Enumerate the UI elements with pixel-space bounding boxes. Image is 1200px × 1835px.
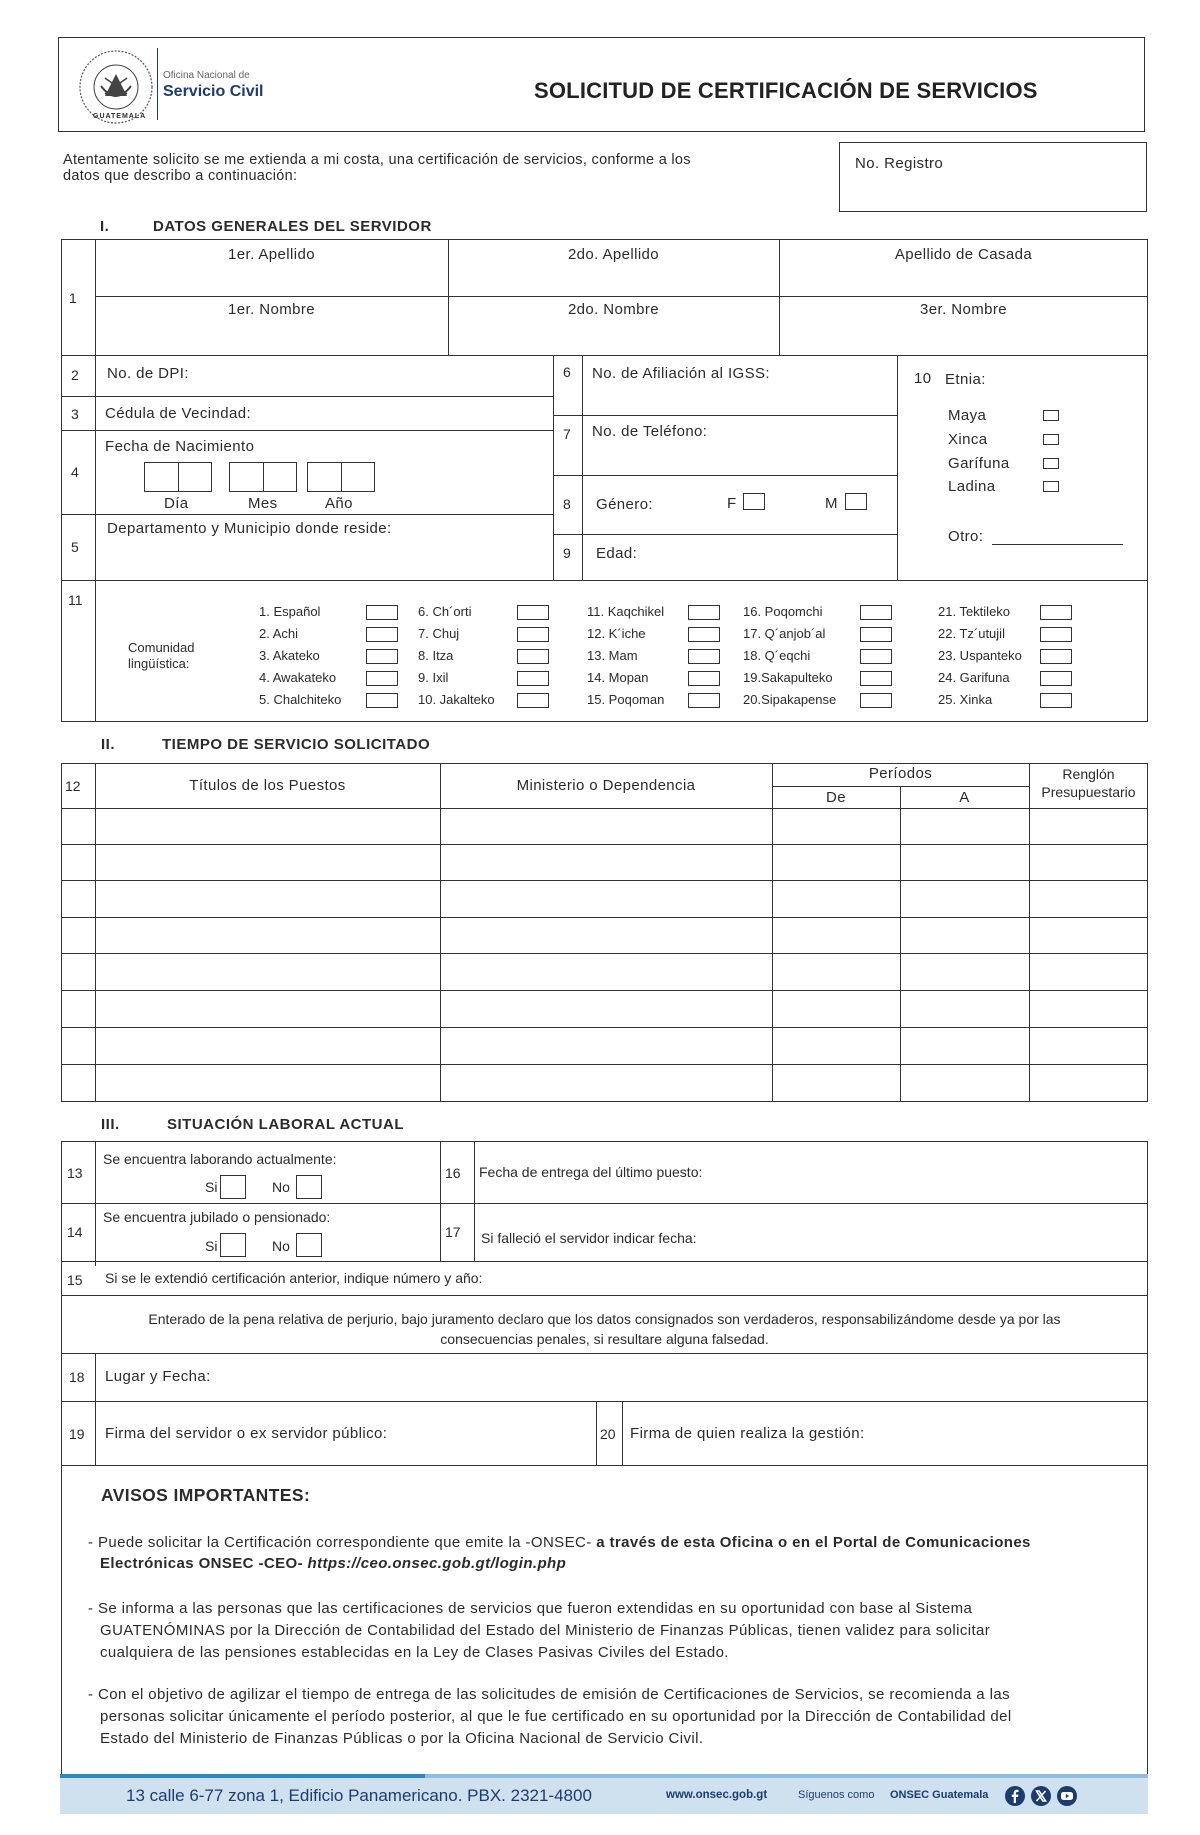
lang-option-checkbox[interactable] bbox=[1040, 627, 1072, 642]
lang-option-label: 3. Akateko bbox=[259, 648, 320, 663]
s1-mid-numcol-right bbox=[582, 355, 583, 580]
aviso1-bold2: Electrónicas ONSEC -CEO- bbox=[100, 1555, 303, 1572]
aviso3-line2: personas solicitar únicamente el período posterior, al que le fue certificado en su oportunidad por la Dirección de Contabilidad del bbox=[100, 1708, 1012, 1725]
row7-num: 7 bbox=[563, 426, 571, 442]
lang-option-checkbox[interactable] bbox=[688, 649, 720, 664]
intro-line1: Atentamente solicito se me extienda a mi costa, una certificación de servicios, conforme a los bbox=[63, 152, 691, 168]
etnia-otro-line[interactable] bbox=[992, 544, 1123, 545]
row5-num: 5 bbox=[71, 539, 79, 555]
row11-num: 11 bbox=[68, 592, 83, 608]
etnia-num: 10 bbox=[914, 370, 932, 387]
laborando-si-checkbox[interactable] bbox=[220, 1175, 246, 1199]
lang-option-checkbox[interactable] bbox=[517, 649, 549, 664]
facebook-icon[interactable] bbox=[1004, 1785, 1026, 1807]
aviso1-bold: a través de esta Oficina o en el Portal de Comunicaciones bbox=[591, 1534, 1031, 1551]
s3-h5 bbox=[61, 1401, 1148, 1402]
x-twitter-icon[interactable] bbox=[1030, 1785, 1052, 1807]
service-row[interactable] bbox=[95, 990, 1148, 1027]
nombre2-label: 2do. Nombre bbox=[567, 301, 660, 318]
lang-option-checkbox[interactable] bbox=[1040, 649, 1072, 664]
s1-row11-numcol bbox=[95, 580, 96, 722]
registro-box[interactable] bbox=[839, 142, 1147, 212]
jubilado-si-label: Si bbox=[205, 1238, 218, 1254]
anio-divider bbox=[341, 463, 342, 491]
row9-num: 9 bbox=[563, 545, 571, 561]
etnia-maya-checkbox[interactable] bbox=[1043, 410, 1059, 421]
col-periodos: Períodos bbox=[868, 765, 933, 782]
s3-h2 bbox=[61, 1261, 1148, 1262]
row3-num: 3 bbox=[71, 406, 79, 422]
col-a: A bbox=[959, 789, 970, 806]
lang-option-label: 18. Q´eqchi bbox=[743, 648, 811, 663]
genero-m-checkbox[interactable] bbox=[845, 493, 867, 510]
lang-option-checkbox[interactable] bbox=[860, 627, 892, 642]
footer-handle: ONSEC Guatemala bbox=[890, 1789, 989, 1801]
lang-option-label: 16. Poqomchi bbox=[743, 604, 823, 619]
oath-line1: Enterado de la pena relativa de perjurio, bajo juramento declaro que los datos consignados son verdaderos, responsabilizándome desde ya por las bbox=[148, 1311, 1061, 1327]
footer bbox=[60, 1778, 1148, 1814]
lang-option-checkbox[interactable] bbox=[688, 605, 720, 620]
dia-input[interactable] bbox=[144, 462, 212, 492]
etnia-otro-label: Otro: bbox=[948, 528, 984, 545]
row2-num: 2 bbox=[71, 367, 79, 383]
aviso2: - Se informa a las personas que las certificaciones de servicios que fueron extendidas en su oportunidad con base al Sistema GUATENÓMINAS por la Dirección de Contabilidad del Estado del Ministerio de Finanzas Públicas, tienen validez para solicitar cualquiera de las pensiones establecidas en la Ley de Clases Pasivas Civiles del Estado. bbox=[88, 1598, 1148, 1664]
lang-option-label: 25. Xinka bbox=[938, 692, 993, 707]
service-row[interactable] bbox=[95, 880, 1148, 917]
aviso1-normal: Puede solicitar la Certificación correspondiente que emite la -ONSEC- bbox=[97, 1534, 592, 1551]
lang-option-label: 12. K´iche bbox=[587, 626, 646, 641]
s3-sig-a bbox=[596, 1401, 597, 1466]
s1-row1-bottom bbox=[61, 355, 1148, 356]
dia-divider bbox=[178, 463, 179, 491]
lang-option-label: 1. Español bbox=[259, 604, 321, 619]
fecha-entrega-label[interactable]: Fecha de entrega del último puesto: bbox=[479, 1164, 703, 1180]
lang-option-label: 22. Tz´utujil bbox=[938, 626, 1005, 641]
lang-option-label: 15. Poqoman bbox=[587, 692, 665, 707]
intro-line2: datos que describo a continuación: bbox=[63, 168, 298, 184]
row15-num: 15 bbox=[67, 1272, 83, 1288]
row20-num: 20 bbox=[600, 1426, 616, 1442]
laborando-si-label: Si bbox=[205, 1179, 218, 1195]
dpi-label[interactable]: No. de DPI: bbox=[107, 365, 189, 382]
genero-f-checkbox[interactable] bbox=[743, 493, 765, 510]
lang-option-checkbox[interactable] bbox=[860, 671, 892, 686]
laborando-no-label: No bbox=[272, 1179, 290, 1195]
s3-mid-a bbox=[440, 1141, 441, 1261]
section1-roman: I. bbox=[100, 218, 110, 235]
row12-num: 12 bbox=[65, 778, 81, 794]
row4-num: 4 bbox=[71, 464, 79, 480]
col-titulos: Títulos de los Puestos bbox=[189, 777, 346, 794]
jubilado-no-label: No bbox=[272, 1238, 290, 1254]
service-row[interactable] bbox=[95, 917, 1148, 953]
comunidad-label-1: Comunidad bbox=[128, 640, 195, 655]
lang-option-checkbox[interactable] bbox=[688, 627, 720, 642]
lang-option-checkbox[interactable] bbox=[517, 627, 549, 642]
etnia-maya-label: Maya bbox=[948, 407, 987, 424]
laborando-no-checkbox[interactable] bbox=[296, 1175, 322, 1199]
col-renglon-2: Presupuestario bbox=[1041, 784, 1136, 800]
lang-option-checkbox[interactable] bbox=[366, 605, 398, 620]
section3-roman: III. bbox=[101, 1116, 120, 1133]
s1-mid-numcol-left bbox=[553, 355, 554, 580]
s1-l-3 bbox=[61, 430, 553, 431]
footer-web[interactable]: www.onsec.gob.gt bbox=[666, 1789, 768, 1801]
lang-option-label: 13. Mam bbox=[587, 648, 638, 663]
col-de: De bbox=[826, 789, 846, 806]
lang-option-checkbox[interactable] bbox=[860, 649, 892, 664]
row6-num: 6 bbox=[563, 364, 571, 380]
seal-text: GUATEMALA bbox=[93, 113, 147, 120]
aviso3-line3: Estado del Ministerio de Finanzas Públicas o por la Oficina Nacional de Servicio Civil. bbox=[100, 1730, 704, 1747]
genero-m-label: M bbox=[825, 495, 838, 512]
service-row[interactable] bbox=[95, 1027, 1148, 1064]
lang-option-label: 4. Awakateko bbox=[259, 670, 337, 685]
section2-title: TIEMPO DE SERVICIO SOLICITADO bbox=[162, 736, 431, 753]
lang-option-checkbox[interactable] bbox=[688, 693, 720, 708]
s1-etnia-line bbox=[897, 355, 898, 580]
aviso2-line3: cualquiera de las pensiones establecidas en la Ley de Clases Pasivas Civiles del Estado. bbox=[100, 1644, 729, 1661]
anio-input[interactable] bbox=[307, 462, 375, 492]
s1-mid-line bbox=[95, 296, 1148, 297]
aviso3: - Con el objetivo de agilizar el tiempo de entrega de las solicitudes de emisión de Certificaciones de Servicios, se recomienda a las personas solicitar únicamente el período posterior, al que le fue certificado en su oportunidad por la Dirección de Contabilidad del Estado del Ministerio de Finanzas Públicas o por la Oficina Nacional de Servicio Civil. bbox=[88, 1684, 1148, 1750]
aviso2-line1: Se informa a las personas que las certificaciones de servicios que fueron extendidas en su oportunidad con base al Sistema bbox=[97, 1600, 973, 1617]
cedula-label[interactable]: Cédula de Vecindad: bbox=[105, 405, 252, 422]
avisos-title: AVISOS IMPORTANTES: bbox=[101, 1485, 311, 1505]
lang-option-checkbox[interactable] bbox=[366, 671, 398, 686]
igss-label[interactable]: No. de Afiliación al IGSS: bbox=[592, 365, 770, 382]
fallecio-label[interactable]: Si falleció el servidor indicar fecha: bbox=[481, 1230, 697, 1246]
mes-divider bbox=[263, 463, 264, 491]
lang-option-checkbox[interactable] bbox=[688, 671, 720, 686]
lang-option-label: 17. Q´anjob´al bbox=[743, 626, 826, 641]
lang-option-checkbox[interactable] bbox=[517, 605, 549, 620]
jubilado-label: Se encuentra jubilado o pensionado: bbox=[103, 1209, 331, 1225]
lang-option-label: 19.Sakapulteko bbox=[743, 670, 833, 685]
laborando-label: Se encuentra laborando actualmente: bbox=[103, 1151, 337, 1167]
lang-option-checkbox[interactable] bbox=[366, 627, 398, 642]
footer-address: 13 calle 6-77 zona 1, Edificio Panamericano. PBX. 2321-4800 bbox=[126, 1786, 592, 1805]
lang-option-label: 2. Achi bbox=[259, 626, 299, 641]
s3-h3 bbox=[61, 1295, 1148, 1296]
lang-option-checkbox[interactable] bbox=[1040, 605, 1072, 620]
edad-label[interactable]: Edad: bbox=[596, 545, 638, 562]
firma-servidor-label[interactable]: Firma del servidor o ex servidor público: bbox=[105, 1425, 388, 1442]
lang-option-checkbox[interactable] bbox=[366, 693, 398, 708]
oath-line2: consecuencias penales, si resultare alguna falsedad. bbox=[440, 1331, 769, 1347]
service-row[interactable] bbox=[95, 844, 1148, 880]
aviso2-line2: GUATENÓMINAS por la Dirección de Contabilidad del Estado del Ministerio de Finanzas Públicas, tienen validez para solicitar bbox=[100, 1622, 991, 1639]
jubilado-si-checkbox[interactable] bbox=[220, 1233, 246, 1257]
lang-option-label: 21. Tektileko bbox=[938, 604, 1011, 619]
apellido2-label: 2do. Apellido bbox=[567, 246, 660, 263]
page-title: SOLICITUD DE CERTIFICACIÓN DE SERVICIOS bbox=[534, 78, 1038, 103]
lang-option-checkbox[interactable] bbox=[366, 649, 398, 664]
row13-num: 13 bbox=[67, 1165, 83, 1181]
avisos-left-line bbox=[61, 1466, 62, 1774]
section1-title: DATOS GENERALES DEL SERVIDOR bbox=[153, 218, 432, 235]
lugar-fecha-label[interactable]: Lugar y Fecha: bbox=[105, 1368, 211, 1385]
org-name: Servicio Civil bbox=[163, 83, 264, 100]
s1-r-6 bbox=[553, 415, 897, 416]
etnia-ladina-label: Ladina bbox=[948, 478, 996, 495]
certificacion-anterior-label[interactable]: Si se le extendió certificación anterior, indique número y año: bbox=[105, 1270, 483, 1286]
mes-label: Mes bbox=[248, 495, 278, 512]
s3-mid-b bbox=[474, 1141, 475, 1261]
etnia-xinca-checkbox[interactable] bbox=[1043, 434, 1059, 445]
lang-option-checkbox[interactable] bbox=[860, 605, 892, 620]
row1-num: 1 bbox=[69, 290, 77, 306]
lang-option-label: 20.Sipakapense bbox=[743, 692, 837, 707]
lang-option-checkbox[interactable] bbox=[1040, 693, 1072, 708]
org-top-text: Oficina Nacional de bbox=[163, 70, 250, 81]
apellido1-label: 1er. Apellido bbox=[228, 246, 315, 263]
aviso1-dash: - bbox=[88, 1534, 98, 1551]
s2-periodos-split bbox=[772, 786, 1029, 787]
footer-follow: Síguenos como bbox=[798, 1789, 875, 1801]
genero-label: Género: bbox=[596, 496, 653, 513]
etnia-ladina-checkbox[interactable] bbox=[1043, 481, 1059, 492]
dia-label: Día bbox=[164, 495, 189, 512]
fecha-nacimiento-label: Fecha de Nacimiento bbox=[105, 438, 255, 455]
telefono-label[interactable]: No. de Teléfono: bbox=[592, 423, 708, 440]
youtube-icon[interactable] bbox=[1056, 1785, 1078, 1807]
aviso1-link[interactable]: https://ceo.onsec.gob.gt/login.php bbox=[302, 1555, 567, 1572]
s3-h1 bbox=[61, 1203, 1148, 1204]
row8-num: 8 bbox=[563, 496, 571, 512]
s1-r-7 bbox=[553, 475, 897, 476]
lang-option-checkbox[interactable] bbox=[860, 693, 892, 708]
lang-option-label: 10. Jakalteko bbox=[418, 692, 495, 707]
s1-left-numcol bbox=[95, 355, 96, 580]
departamento-label[interactable]: Departamento y Municipio donde reside: bbox=[107, 520, 392, 537]
row16-num: 16 bbox=[445, 1165, 461, 1181]
lang-option-label: 6. Ch´orti bbox=[418, 604, 472, 619]
s1-l-2 bbox=[61, 396, 553, 397]
s1-l-4 bbox=[61, 514, 553, 515]
lang-option-checkbox[interactable] bbox=[1040, 671, 1072, 686]
lang-option-label: 7. Chuj bbox=[418, 626, 460, 641]
lang-option-label: 5. Chalchiteko bbox=[259, 692, 342, 707]
lang-option-label: 23. Uspanteko bbox=[938, 648, 1022, 663]
etnia-garifuna-checkbox[interactable] bbox=[1043, 458, 1059, 469]
section3-title: SITUACIÓN LABORAL ACTUAL bbox=[167, 1116, 404, 1133]
lang-option-checkbox[interactable] bbox=[517, 693, 549, 708]
comunidad-label-2: lingüística: bbox=[128, 656, 190, 671]
service-row[interactable] bbox=[95, 808, 1148, 844]
row17-num: 17 bbox=[445, 1224, 461, 1240]
header-box bbox=[58, 37, 1145, 132]
anio-label: Año bbox=[325, 495, 353, 512]
registro-label: No. Registro bbox=[855, 155, 944, 172]
s3-h4 bbox=[61, 1353, 1148, 1354]
nombre3-label: 3er. Nombre bbox=[920, 301, 1007, 318]
lang-option-label: 9. Ixil bbox=[418, 670, 449, 685]
lang-option-label: 11. Kaqchikel bbox=[587, 604, 665, 619]
section2-roman: II. bbox=[101, 736, 116, 753]
aviso1 bbox=[88, 1532, 1128, 1574]
logo-divider bbox=[157, 48, 158, 120]
jubilado-no-checkbox[interactable] bbox=[296, 1233, 322, 1257]
s1-r-8 bbox=[553, 534, 897, 535]
nombre1-label: 1er. Nombre bbox=[228, 301, 315, 318]
service-row[interactable] bbox=[95, 953, 1148, 990]
row18-num: 18 bbox=[69, 1369, 85, 1385]
col-ministerio: Ministerio o Dependencia bbox=[516, 777, 696, 794]
mes-input[interactable] bbox=[229, 462, 297, 492]
genero-f-label: F bbox=[727, 495, 737, 512]
s3-sig-b bbox=[622, 1401, 623, 1466]
firma-gestion-label[interactable]: Firma de quien realiza la gestión: bbox=[630, 1425, 865, 1442]
row14-num: 14 bbox=[67, 1224, 83, 1240]
lang-option-label: 24. Garifuna bbox=[938, 670, 1010, 685]
s1-row10-bottom bbox=[61, 580, 1148, 581]
aviso3-line1: Con el objetivo de agilizar el tiempo de entrega de las solicitudes de emisión de Certificaciones de Servicios, se recomienda a las bbox=[97, 1686, 1010, 1703]
etnia-label: Etnia: bbox=[945, 371, 986, 388]
lang-option-label: 8. Itza bbox=[418, 648, 454, 663]
lang-option-label: 14. Mopan bbox=[587, 670, 649, 685]
lang-option-checkbox[interactable] bbox=[517, 671, 549, 686]
apellido-casada-label: Apellido de Casada bbox=[894, 246, 1033, 263]
etnia-garifuna-label: Garífuna bbox=[948, 455, 1010, 472]
s3-numcol-b bbox=[95, 1353, 96, 1466]
service-row[interactable] bbox=[95, 1064, 1148, 1102]
etnia-xinca-label: Xinca bbox=[948, 431, 988, 448]
row19-num: 19 bbox=[69, 1426, 85, 1442]
col-renglon-1: Renglón bbox=[1062, 766, 1115, 782]
